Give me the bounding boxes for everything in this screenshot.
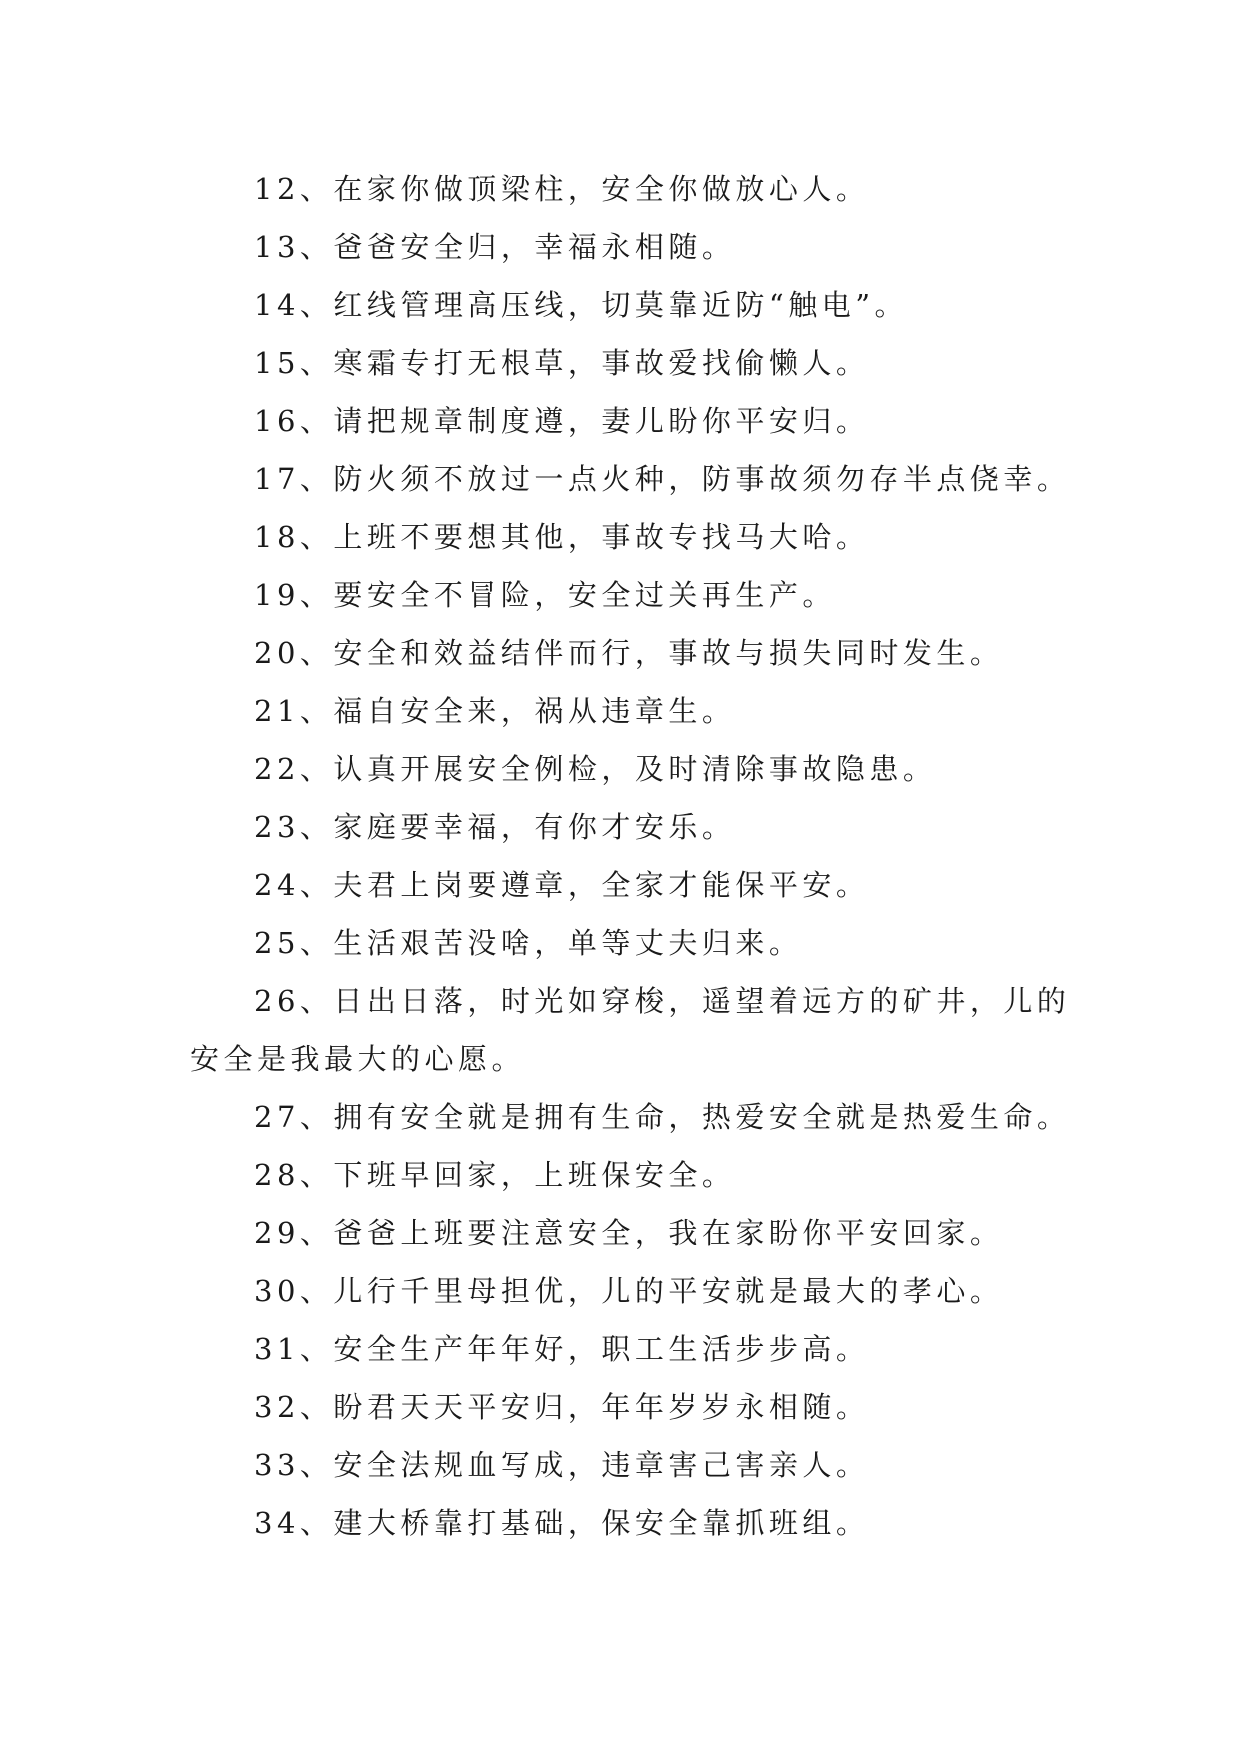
slogan-item-21: 21、福自安全来，祸从违章生。 (254, 694, 736, 728)
slogan-list (190, 160, 1090, 1552)
slogan-item-31: 31、安全生产年年好，职工生活步步高。 (254, 1332, 870, 1366)
slogan-item-17: 17、防火须不放过一点火种，防事故须勿存半点侥幸。 (254, 462, 1071, 496)
slogan-item-30: 30、儿行千里母担优，儿的平安就是最大的孝心。 (254, 1274, 1004, 1308)
slogan-item-26-continuation: 安全是我最大的心愿。 (190, 1042, 526, 1076)
slogan-item-18: 18、上班不要想其他，事故专找马大哈。 (254, 520, 870, 554)
slogan-item-13: 13、爸爸安全归，幸福永相随。 (254, 230, 736, 264)
slogan-item-25: 25、生活艰苦没啥，单等丈夫归来。 (254, 926, 803, 960)
slogan-item-29: 29、爸爸上班要注意安全，我在家盼你平安回家。 (254, 1216, 1004, 1250)
slogan-item-14: 14、红线管理高压线，切莫靠近防“触电”。 (254, 288, 909, 322)
slogan-item-26: 26、日出日落，时光如穿梭，遥望着远方的矿井，儿的 (254, 984, 1071, 1018)
slogan-item-27: 27、拥有安全就是拥有生命，热爱安全就是热爱生命。 (254, 1100, 1071, 1134)
slogan-item-20: 20、安全和效益结伴而行，事故与损失同时发生。 (254, 636, 1004, 670)
slogan-item-22: 22、认真开展安全例检，及时清除事故隐患。 (254, 752, 937, 786)
slogan-item-12: 12、在家你做顶梁柱，安全你做放心人。 (254, 172, 870, 206)
slogan-item-15: 15、寒霜专打无根草，事故爱找偷懒人。 (254, 346, 870, 380)
slogan-item-24: 24、夫君上岗要遵章，全家才能保平安。 (254, 868, 870, 902)
slogan-item-32: 32、盼君天天平安归，年年岁岁永相随。 (254, 1390, 870, 1424)
slogan-item-34: 34、建大桥靠打基础，保安全靠抓班组。 (254, 1506, 870, 1540)
slogan-item-28: 28、下班早回家，上班保安全。 (254, 1158, 736, 1192)
slogan-item-23: 23、家庭要幸福，有你才安乐。 (254, 810, 736, 844)
slogan-item-19: 19、要安全不冒险，安全过关再生产。 (254, 578, 836, 612)
slogan-item-33: 33、安全法规血写成，违章害己害亲人。 (254, 1448, 870, 1482)
slogan-item-16: 16、请把规章制度遵，妻儿盼你平安归。 (254, 404, 870, 438)
